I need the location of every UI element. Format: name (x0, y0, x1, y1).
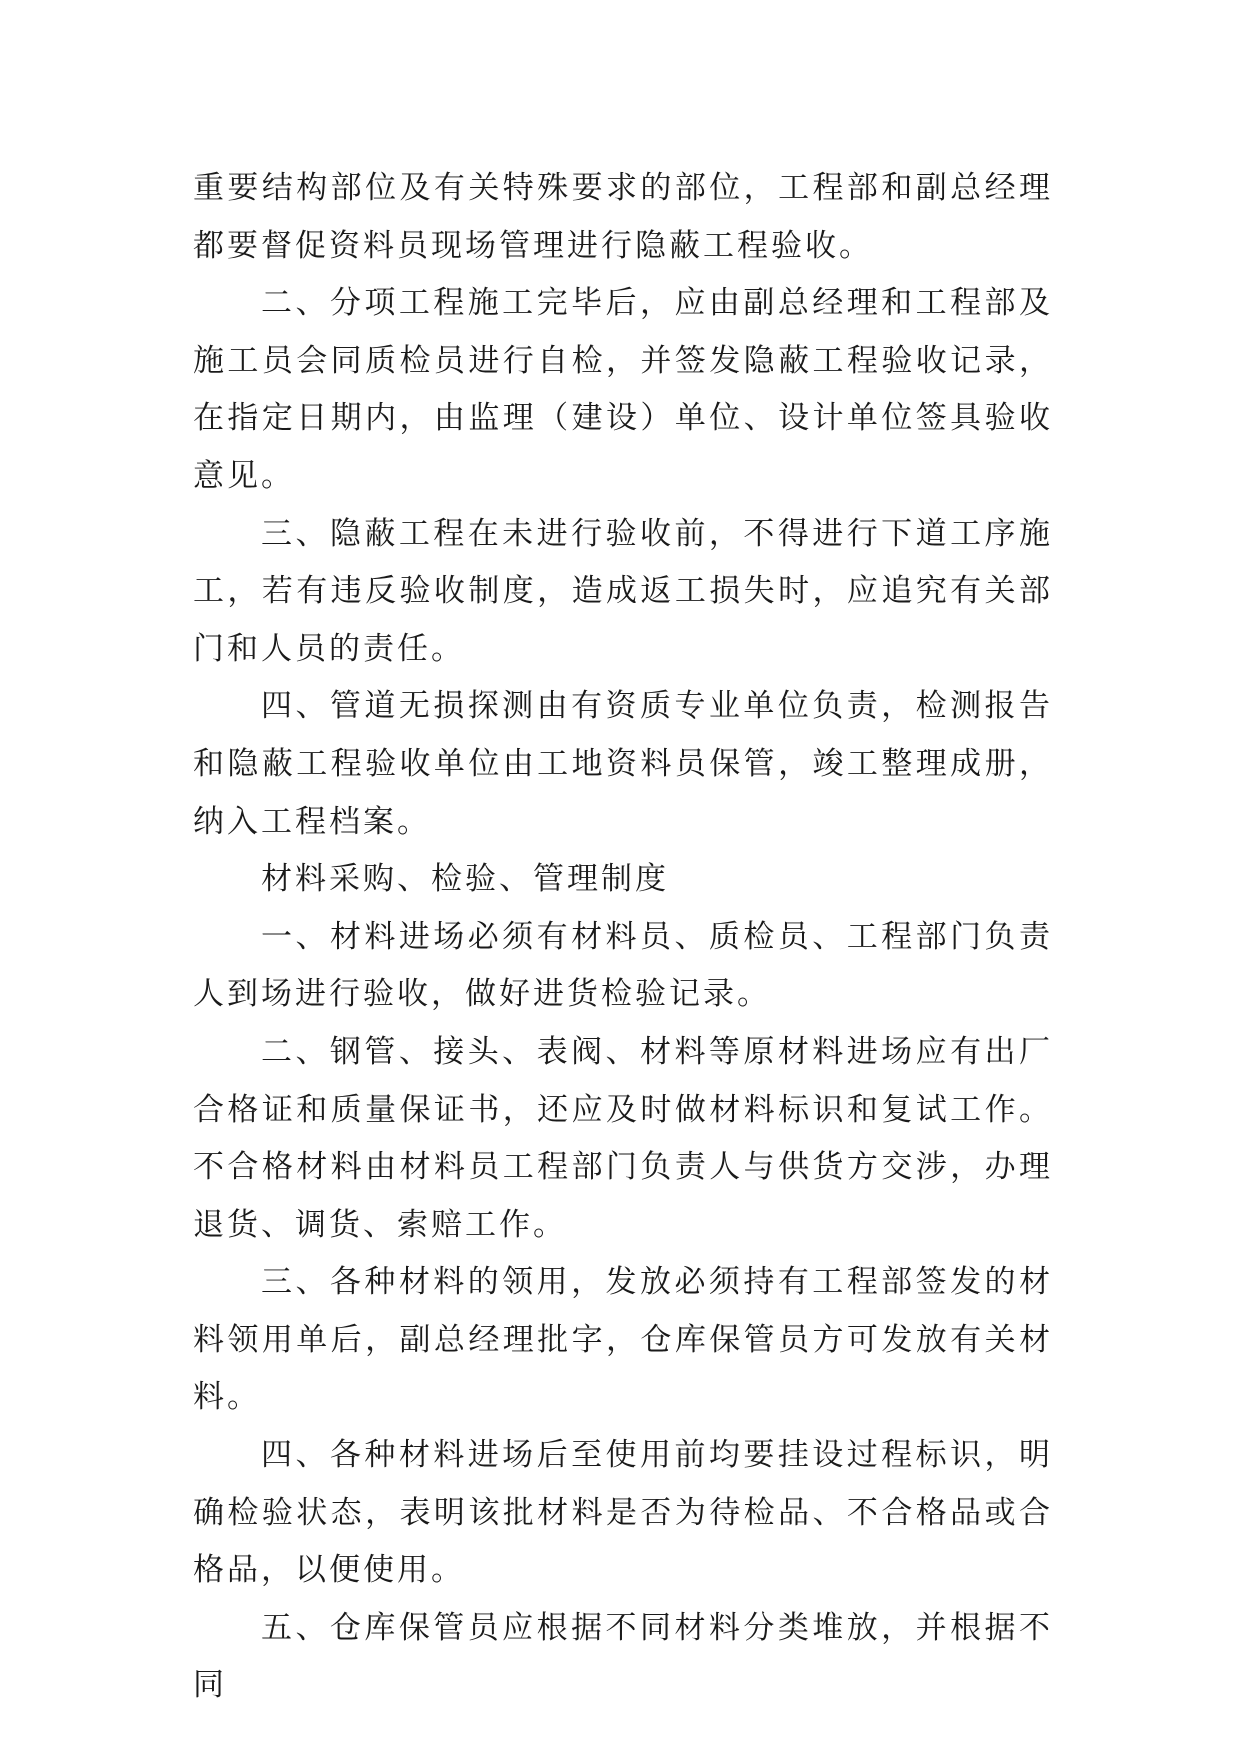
section-heading-material-procurement: 材料采购、检验、管理制度 (261, 861, 669, 898)
paragraph-item-4-ndt: 四、管道无损探测由有资质专业单位负责，检测报告和隐蔽工程验收单位由工地资料员保管，竣工整理成册，纳入工程档案。 (193, 688, 1053, 840)
paragraph-continuation: 重要结构部位及有关特殊要求的部位，工程部和副总经理都要督促资料员现场管理进行隐蔽工程验收。 (193, 170, 1053, 264)
paragraph-material-item-2: 二、钢管、接头、表阀、材料等原材料进场应有出厂合格证和质量保证书，还应及时做材料标识和复试工作。不合格材料由材料员工程部门负责人与供货方交涉，办理退货、调货、索赔工作。 (193, 1033, 1053, 1243)
paragraph-material-item-1: 一、材料进场必须有材料员、质检员、工程部门负责人到场进行验收，做好进货检验记录。 (193, 918, 1053, 1013)
document-body (193, 160, 1053, 1715)
paragraph-item-3-no-next-process: 三、隐蔽工程在未进行验收前，不得进行下道工序施工，若有违反验收制度，造成返工损失时，应追究有关部门和人员的责任。 (193, 515, 1053, 667)
paragraph-material-item-3: 三、各种材料的领用，发放必须持有工程部签发的材料领用单后，副总经理批字，仓库保管员方可发放有关材料。 (193, 1264, 1053, 1416)
paragraph-material-item-4: 四、各种材料进场后至使用前均要挂设过程标识，明确检验状态，表明该批材料是否为待检品、不合格品或合格品，以便使用。 (193, 1437, 1053, 1589)
paragraph-material-item-5: 五、仓库保管员应根据不同材料分类堆放，并根据不同 (193, 1609, 1053, 1704)
paragraph-item-2-inspection: 二、分项工程施工完毕后，应由副总经理和工程部及施工员会同质检员进行自检，并签发隐蔽工程验收记录，在指定日期内，由监理（建设）单位、设计单位签具验收意见。 (193, 285, 1053, 494)
